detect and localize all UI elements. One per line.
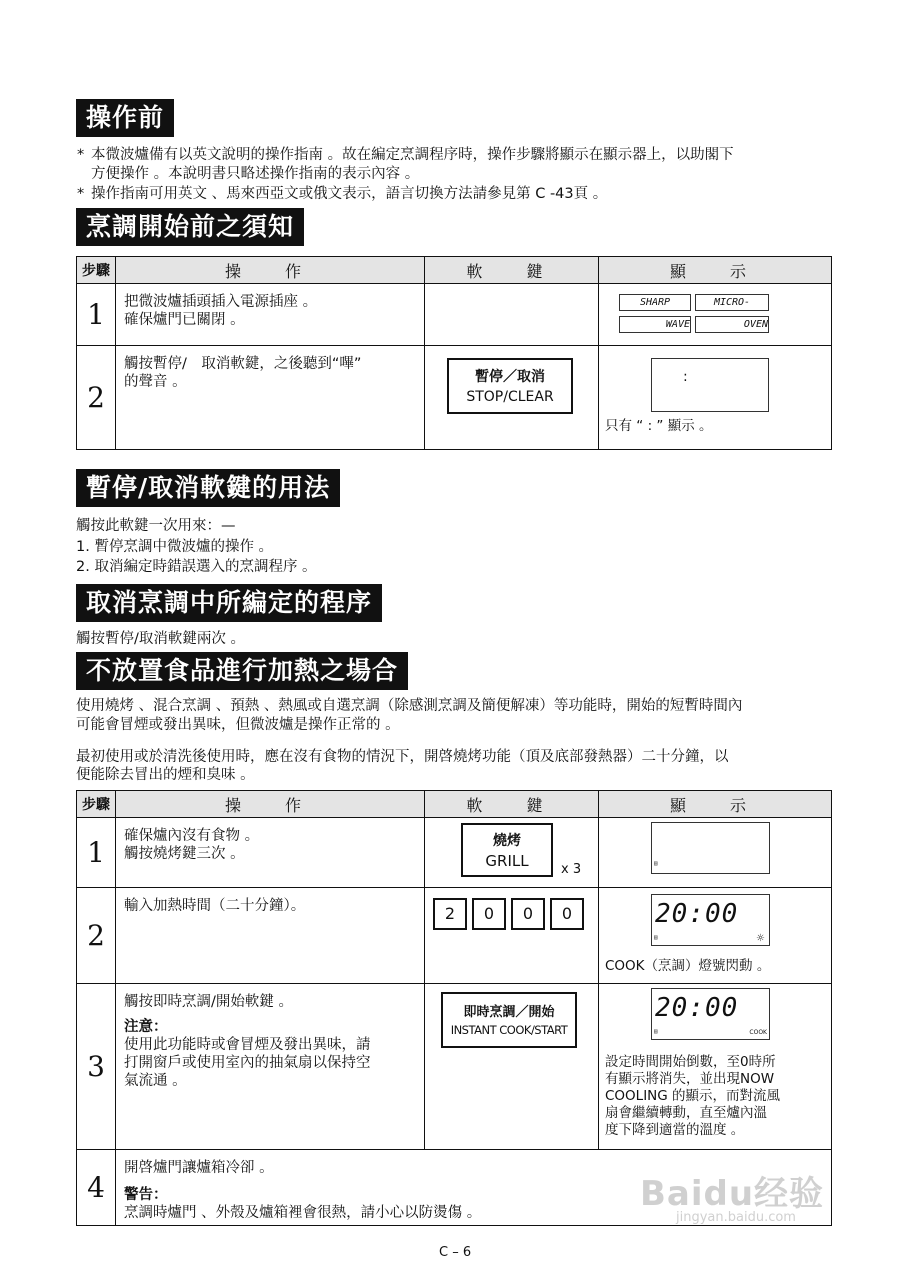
table-empty-heating bbox=[76, 790, 832, 1226]
header-operation: 操 作 bbox=[116, 791, 425, 818]
body-text: 2. 取消編定時錯誤選入的烹調程序 。 bbox=[76, 559, 317, 575]
step-number: 1 bbox=[77, 818, 116, 888]
operation-cell bbox=[116, 346, 425, 450]
bullet-star: * bbox=[77, 186, 85, 202]
lcd-display bbox=[651, 358, 769, 412]
lcd-display bbox=[651, 988, 770, 1040]
display-cell bbox=[599, 284, 832, 346]
lcd-time: 20:00 bbox=[655, 993, 739, 1023]
warning-label: 警告： bbox=[124, 1187, 168, 1203]
step-number: 2 bbox=[77, 346, 116, 450]
body-text: 便能除去冒出的煙和臭味 。 bbox=[76, 767, 255, 783]
step-number: 3 bbox=[77, 984, 116, 1150]
stop-clear-button[interactable] bbox=[447, 358, 573, 414]
section-title-before-cooking: 烹調開始前之須知 bbox=[76, 208, 304, 246]
note-text: 操作指南可用英文 、馬來西亞文或俄文表示，語言切換方法請參見第 C -43頁 。 bbox=[91, 186, 608, 202]
digit-0-button[interactable]: 0 bbox=[511, 898, 545, 930]
body-text: 1. 暫停烹調中微波爐的操作 。 bbox=[76, 539, 274, 555]
operation-cell bbox=[116, 818, 425, 888]
step-number: 4 bbox=[77, 1150, 116, 1226]
display-cell bbox=[599, 984, 832, 1150]
operation-text: 開啓爐門讓爐箱冷卻 。 bbox=[124, 1160, 274, 1176]
display-note-line: 度下降到適當的溫度 。 bbox=[605, 1122, 745, 1138]
softkey-cell bbox=[425, 888, 599, 984]
operation-text: 觸按即時烹調/開始軟鍵 。 bbox=[124, 994, 293, 1010]
button-label-cn: 即時烹調／開始 bbox=[463, 1005, 555, 1020]
operation-cell bbox=[116, 888, 425, 984]
lcd-display bbox=[651, 894, 770, 946]
display-note: COOK（烹調）燈號閃動 。 bbox=[605, 958, 771, 974]
header-operation: 操 作 bbox=[116, 257, 425, 284]
lcd-indicator-icon: ▤ bbox=[654, 934, 658, 941]
step-number: 1 bbox=[77, 284, 116, 346]
button-label-en: GRILL bbox=[485, 852, 529, 870]
header-step: 步驟 bbox=[77, 791, 116, 818]
operation-cell bbox=[116, 284, 425, 346]
operation-text: 輸入加熱時間（二十分鐘）。 bbox=[124, 898, 306, 914]
operation-text: 的聲音 。 bbox=[124, 374, 187, 390]
display-note-line: 有顯示將消失，並出現NOW bbox=[605, 1071, 775, 1087]
softkey-cell bbox=[425, 984, 599, 1150]
lcd-indicator-icon: ▤ bbox=[654, 1028, 658, 1035]
header-softkey: 軟 鍵 bbox=[425, 257, 599, 284]
display-note bbox=[605, 1054, 780, 1139]
display-note-line: 設定時間開始倒數，至0時所 bbox=[605, 1054, 776, 1070]
display-note-line: 扇會繼續轉動，直至爐內溫 bbox=[605, 1105, 767, 1121]
caution-text: 使用此功能時或會冒煙及發出異味，請 bbox=[124, 1037, 371, 1053]
lcd-display bbox=[651, 822, 770, 874]
digit-0-button[interactable]: 0 bbox=[550, 898, 584, 930]
watermark-url: jingyan.baidu.com bbox=[676, 1210, 796, 1225]
header-display: 顯 示 bbox=[599, 791, 832, 818]
caution-text: 打開窗戶或使用室內的抽氣扇以保持空 bbox=[124, 1055, 371, 1071]
lcd-segment: MICRO- bbox=[695, 294, 769, 311]
caution-text: 氣流通 。 bbox=[124, 1073, 187, 1089]
digit-2-button[interactable]: 2 bbox=[433, 898, 467, 930]
lcd-cook-label: COOK bbox=[749, 1029, 767, 1036]
header-softkey: 軟 鍵 bbox=[425, 791, 599, 818]
operation-cell bbox=[116, 984, 425, 1150]
lcd-segment: WAVE bbox=[619, 316, 691, 333]
note-text: 方便操作 。本說明書只略述操作指南的表示內容 。 bbox=[91, 166, 420, 182]
operation-text: 觸按燒烤鍵三次 。 bbox=[124, 846, 245, 862]
press-count: x 3 bbox=[561, 862, 582, 877]
note-text: 本微波爐備有以英文說明的操作指南 。故在編定烹調程序時，操作步驟將顯示在顯示器上，以助閣下 bbox=[91, 147, 734, 163]
softkey-cell bbox=[425, 284, 599, 346]
header-step: 步驟 bbox=[77, 257, 116, 284]
bullet-star: * bbox=[77, 147, 85, 163]
operation-text: 確保爐內沒有食物 。 bbox=[124, 828, 260, 844]
page-number: C – 6 bbox=[439, 1245, 472, 1260]
button-label-en: STOP/CLEAR bbox=[466, 389, 554, 405]
display-note: 只有 “ : ” 顯示 。 bbox=[605, 418, 713, 434]
button-label-cn: 燒烤 bbox=[493, 833, 521, 849]
header-display: 顯 示 bbox=[599, 257, 832, 284]
softkey-cell bbox=[425, 818, 599, 888]
body-text: 觸按此軟鍵一次用來：— bbox=[76, 518, 236, 534]
warning-text: 烹調時爐門 、外殼及爐箱裡會很熱，請小心以防燙傷 。 bbox=[124, 1205, 482, 1221]
body-text: 最初使用或於清洗後使用時，應在沒有食物的情況下，開啓燒烤功能（頂及底部發熱器）二十分鐘，以 bbox=[76, 749, 729, 765]
digit-0-button[interactable]: 0 bbox=[472, 898, 506, 930]
grill-button[interactable] bbox=[461, 823, 553, 877]
section-title-before-operation: 操作前 bbox=[76, 99, 174, 137]
body-text: 觸按暫停/取消軟鍵兩次 。 bbox=[76, 631, 245, 647]
section-title-empty-heating: 不放置食品進行加熱之場合 bbox=[76, 652, 408, 690]
caution-label: 注意： bbox=[124, 1019, 168, 1035]
button-label-cn: 暫停／取消 bbox=[475, 369, 545, 385]
instant-cook-start-button[interactable] bbox=[441, 992, 577, 1048]
section-title-cancel-program: 取消烹調中所編定的程序 bbox=[76, 584, 382, 622]
cook-flash-icon: ☼ bbox=[756, 933, 765, 944]
lcd-time: 20:00 bbox=[655, 899, 739, 929]
display-cell bbox=[599, 346, 832, 450]
body-text: 可能會冒煙或發出異味，但微波爐是操作正常的 。 bbox=[76, 717, 400, 733]
softkey-cell bbox=[425, 346, 599, 450]
operation-text: 確保爐門已關閉 。 bbox=[124, 312, 245, 328]
lcd-indicator-icon: ▤ bbox=[654, 860, 658, 867]
lcd-colon: : bbox=[683, 369, 688, 385]
watermark-logo: Baidu经验 bbox=[640, 1174, 825, 1214]
display-cell bbox=[599, 888, 832, 984]
display-note-line: COOLING 的顯示，而對流風 bbox=[605, 1088, 781, 1104]
button-label-en: INSTANT COOK/START bbox=[450, 1023, 568, 1037]
lcd-segment: OVEN bbox=[695, 316, 769, 333]
operation-text: 觸按暫停/ 取消軟鍵，之後聽到“嗶” bbox=[124, 356, 362, 372]
body-text: 使用燒烤 、混合烹調 、預熱 、熱風或自選烹調（除感測烹調及簡便解凍）等功能時，開始的短暫時間內 bbox=[76, 698, 743, 714]
section-title-stop-clear-usage: 暫停/取消軟鍵的用法 bbox=[76, 469, 340, 507]
operation-text: 把微波爐插頭插入電源插座 。 bbox=[124, 294, 318, 310]
step-number: 2 bbox=[77, 888, 116, 984]
lcd-segment: SHARP bbox=[619, 294, 691, 311]
table-before-cooking bbox=[76, 256, 832, 450]
display-cell bbox=[599, 818, 832, 888]
